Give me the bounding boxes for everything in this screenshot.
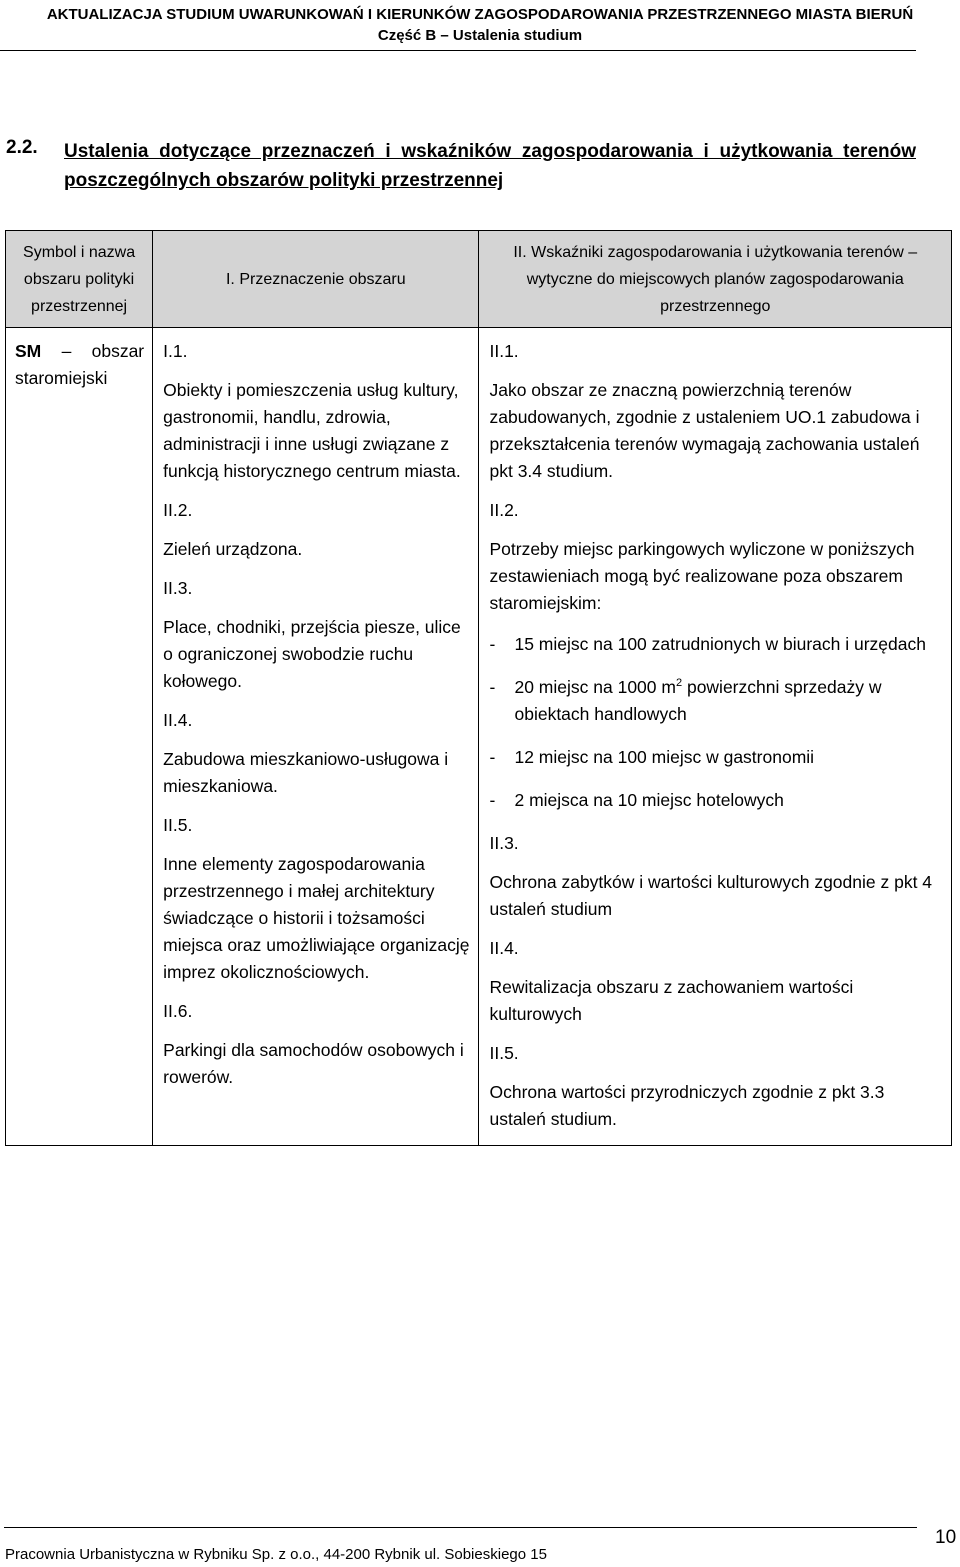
item-number: II.2. [489,500,519,520]
table-header-row [6,231,952,328]
policy-table [5,230,952,1146]
item-number: II.6. [163,1001,193,1021]
superscript: 2 [675,677,683,690]
item-number: II.4. [489,938,519,958]
item-text: Zabudowa mieszkaniowo-usługowa i mieszkaniowa. [163,749,449,796]
list-item [489,674,941,728]
item-number: II.5. [163,815,193,835]
item-number: II.5. [489,1043,519,1063]
running-header [0,4,960,46]
item-number: II.3. [489,833,519,853]
item-number: II.1. [489,341,519,361]
list-item-text: 20 miejsc na 1000 m [514,677,676,697]
footer-text: Pracownia Urbanistyczna w Rybniku Sp. z o.o., 44-200 Rybnik ul. Sobieskiego 15 [5,1546,547,1563]
symbol-name: – obszar staromiejski [15,341,145,388]
list-item [489,631,941,658]
item-text: Place, chodniki, przejścia piesze, ulice o ograniczonej swobodzie ruchu kołowego. [163,617,461,691]
section-title: Ustalenia dotyczące przeznaczeń i wskaźników zagospodarowania i użytkowania terenów poszczególnych obszarów polityki przestrzennej [64,141,916,191]
item-text: Inne elementy zagospodarowania przestrzennego i małej architektury świadczące o historii i tożsamości miejsca oraz umożliwiające organizację imprez okolicznościowych. [163,854,470,982]
item-number: I.1. [163,341,188,361]
parking-list [489,631,941,814]
list-item-text: powierzchni sprzedaży w obiektach handlowych [514,677,882,724]
header-divider [0,50,916,51]
list-dash: - [489,747,496,767]
item-text: Ochrona wartości przyrodniczych zgodnie z pkt 3.3 ustaleń studium. [489,1082,885,1129]
table-row [6,328,952,1146]
header-wskazniki: II. Wskaźniki zagospodarowania i użytkowania terenów – wytyczne do miejscowych planów zagospodarowania przestrzennego [479,231,952,328]
item-text: Ochrona zabytków i wartości kulturowych zgodnie z pkt 4 ustaleń studium [489,872,933,919]
item-number: II.4. [163,710,193,730]
przeznaczenie-cell [153,328,479,1146]
header-subtitle: Część B – Ustalenia studium [377,27,583,44]
item-text: Obiekty i pomieszczenia usług kultury, gastronomii, handlu, zdrowia, administracji i inne usługi związane z funkcją historycznego centrum miasta. [163,380,461,481]
footer-divider [4,1527,917,1528]
list-item-text: 2 miejsca na 10 miejsc hotelowych [514,790,784,810]
header-przeznaczenie: I. Przeznaczenie obszaru [153,231,479,328]
item-text: Potrzeby miejsc parkingowych wyliczone w poniższych zestawieniach mogą być realizowane poza obszarem staromiejskim: [489,539,915,613]
item-text: Zieleń urządzona. [163,539,303,559]
list-item [489,744,941,771]
list-dash: - [489,634,496,654]
item-text: Rewitalizacja obszaru z zachowaniem wartości kulturowych [489,977,854,1024]
item-number: II.2. [163,500,193,520]
wskazniki-cell [479,328,952,1146]
item-text: Parkingi dla samochodów osobowych i rowerów. [163,1040,464,1087]
item-number: II.3. [163,578,193,598]
section-number: 2.2. [6,137,38,158]
page-number: 10 [935,1527,957,1548]
area-symbol [15,338,144,392]
list-item-text: 12 miejsc na 100 miejsc w gastronomii [514,747,815,767]
symbol-code: SM [15,341,42,361]
symbol-cell [6,328,153,1146]
list-item-text: 15 miejsc na 100 zatrudnionych w biurach i urzędach [514,634,926,654]
item-text: Jako obszar ze znaczną powierzchnią terenów zabudowanych, zgodnie z ustaleniem UO.1 zabudowa i przekształcenia terenów wymagają zachowania ustaleń pkt 3.4 studium. [489,380,920,481]
list-dash: - [489,790,496,810]
list-dash: - [489,677,496,697]
list-item [489,787,941,814]
header-title: AKTUALIZACJA STUDIUM UWARUNKOWAŃ I KIERUNKÓW ZAGOSPODAROWANIA PRZESTRZENNEGO MIASTA BIERUŃ [46,6,914,23]
header-symbol: Symbol i nazwa obszaru polityki przestrzennej [6,231,153,328]
